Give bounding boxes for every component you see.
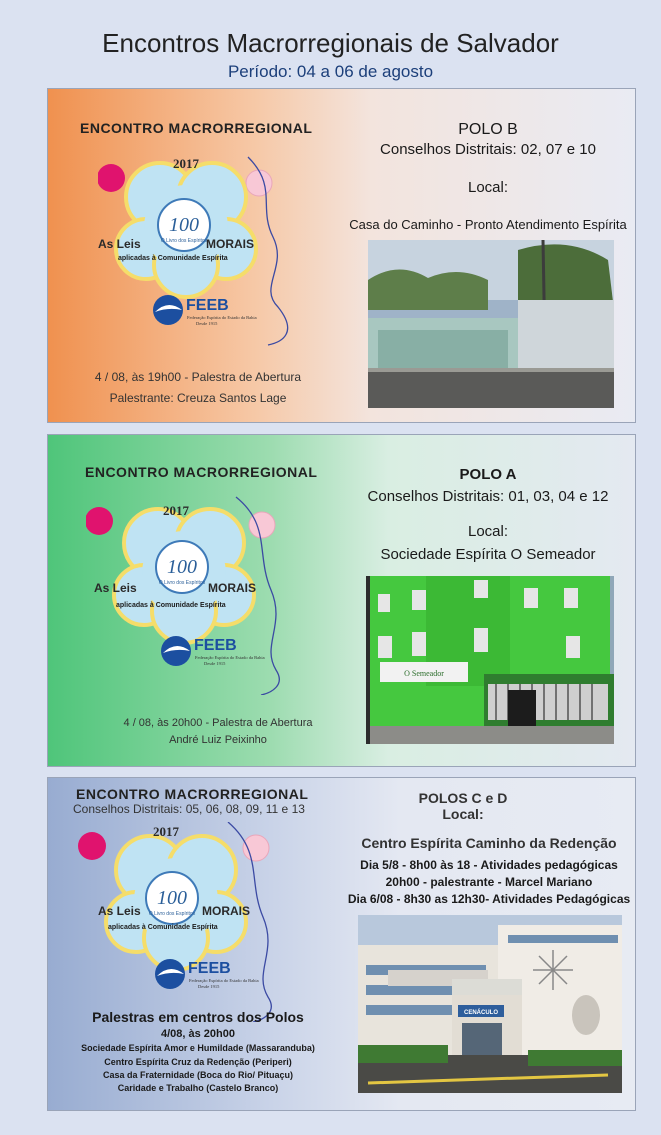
anniversary-number: 100 xyxy=(167,556,197,578)
feeb-logo xyxy=(153,295,257,326)
feeb-label: FEEB xyxy=(188,960,231,977)
schedule-line: Dia 5/8 - 8h00 às 18 - Atividades pedagógicas xyxy=(360,858,618,872)
year-label: 2017 xyxy=(153,824,179,839)
local-label: Local: xyxy=(442,806,484,822)
encontro-heading: ENCONTRO MACRORREGIONAL xyxy=(85,464,318,480)
wall-sculpture xyxy=(572,995,600,1035)
pink-dot xyxy=(98,164,125,192)
star-ornament xyxy=(533,950,573,990)
anniversary-number: 100 xyxy=(169,214,199,236)
morais-label: MORAIS xyxy=(206,237,254,251)
local-name: Casa do Caminho - Pronto Atendimento Espírita xyxy=(349,217,627,232)
conselhos-line: Conselhos Distritais: 02, 07 e 10 xyxy=(380,141,596,158)
page-title: Encontros Macrorregionais de Salvador xyxy=(102,28,559,58)
panel-polo-a xyxy=(47,434,636,767)
speaker-line: Palestrante: Creuza Santos Lage xyxy=(109,391,287,405)
polo-title: POLOS C e D xyxy=(418,790,508,806)
opening-date: 4 / 08, às 20h00 - Palestra de Abertura xyxy=(123,717,313,729)
conselhos-line: Conselhos Distritais: 05, 06, 08, 09, 11 e 13 xyxy=(73,802,305,816)
year-label: 2017 xyxy=(173,156,199,171)
anniversary-number: 100 xyxy=(157,887,187,909)
morais-label: MORAIS xyxy=(208,581,256,595)
light-pink-dot xyxy=(243,835,269,861)
local-name: Centro Espírita Caminho da Redenção xyxy=(361,835,617,851)
feeb-since: Desde 1915 xyxy=(196,321,218,326)
schedule-line: 20h00 - palestrante - Marcel Mariano xyxy=(385,875,593,889)
local-label: Local: xyxy=(467,179,509,196)
encontro-heading: ENCONTRO MACRORREGIONAL xyxy=(76,786,309,802)
anniversary-caption: O Livro dos Espíritos xyxy=(148,911,196,917)
opening-date: 4 / 08, às 19h00 - Palestra de Abertura xyxy=(94,370,302,384)
venue-photo xyxy=(368,240,614,408)
tagline: aplicadas à Comunidade Espírita xyxy=(118,255,228,262)
light-pink-dot xyxy=(246,170,272,196)
palestras-title: Palestras em centros dos Polos xyxy=(92,1009,304,1025)
as-leis-label: As Leis xyxy=(98,904,141,918)
local-label: Local: xyxy=(467,523,509,540)
event-logo xyxy=(86,495,296,695)
venue-photo xyxy=(366,576,614,744)
feeb-caption: Federação Espírita do Estado da Bahia xyxy=(189,978,259,983)
encontro-heading: ENCONTRO MACRORREGIONAL xyxy=(80,120,313,136)
anniversary-caption: O Livro dos Espíritos xyxy=(160,238,208,244)
as-leis-label: As Leis xyxy=(98,237,141,251)
feeb-since: Desde 1915 xyxy=(198,984,220,989)
polo-title: POLO B xyxy=(458,121,518,138)
event-logo xyxy=(78,822,288,1022)
feeb-caption: Federação Espírita do Estado da Bahia xyxy=(187,315,257,320)
pink-dot xyxy=(86,507,113,535)
conselhos-line: Conselhos Distritais: 01, 03, 04 e 12 xyxy=(367,488,609,505)
feeb-logo xyxy=(155,959,259,989)
event-logo xyxy=(98,147,308,347)
panel-polos-c-d xyxy=(47,777,636,1111)
pink-dot xyxy=(78,832,106,860)
venue-photo xyxy=(358,915,622,1093)
year-label: 2017 xyxy=(163,503,189,518)
polo-title: POLO A xyxy=(459,466,517,483)
feeb-logo xyxy=(161,636,265,666)
venue-sign-text: O Semeador xyxy=(404,669,444,678)
page-subtitle: Período: 04 a 06 de agosto xyxy=(227,62,434,81)
feeb-label: FEEB xyxy=(186,297,229,314)
palestra-item: Caridade e Trabalho (Castelo Branco) xyxy=(117,1083,279,1093)
speaker-line: André Luiz Peixinho xyxy=(169,734,267,746)
palestra-item: Centro Espírita Cruz da Redenção (Periperi) xyxy=(104,1057,292,1067)
morais-label: MORAIS xyxy=(202,904,250,918)
schedule-line: Dia 6/08 - 8h30 as 12h30- Atividades Pedagógicas xyxy=(347,892,631,906)
as-leis-label: As Leis xyxy=(94,581,137,595)
palestra-item: Sociedade Espírita Amor e Humildade (Massaranduba) xyxy=(81,1043,315,1053)
feeb-label: FEEB xyxy=(194,637,237,654)
feeb-caption: Federação Espírita do Estado da Bahia xyxy=(195,655,265,660)
tagline: aplicadas à Comunidade Espírita xyxy=(108,924,218,931)
feeb-since: Desde 1915 xyxy=(204,661,226,666)
anniversary-caption: O Livro dos Espíritos xyxy=(158,580,206,586)
palestra-item: Casa da Fraternidade (Boca do Rio/ Pituaçu) xyxy=(102,1070,294,1080)
palestras-date: 4/08, às 20h00 xyxy=(160,1028,235,1040)
venue-sign-text: CENÁCULO xyxy=(464,1010,498,1016)
tagline: aplicadas à Comunidade Espírita xyxy=(116,602,226,609)
panel-polo-b xyxy=(47,88,636,423)
local-name: Sociedade Espírita O Semeador xyxy=(380,546,596,563)
